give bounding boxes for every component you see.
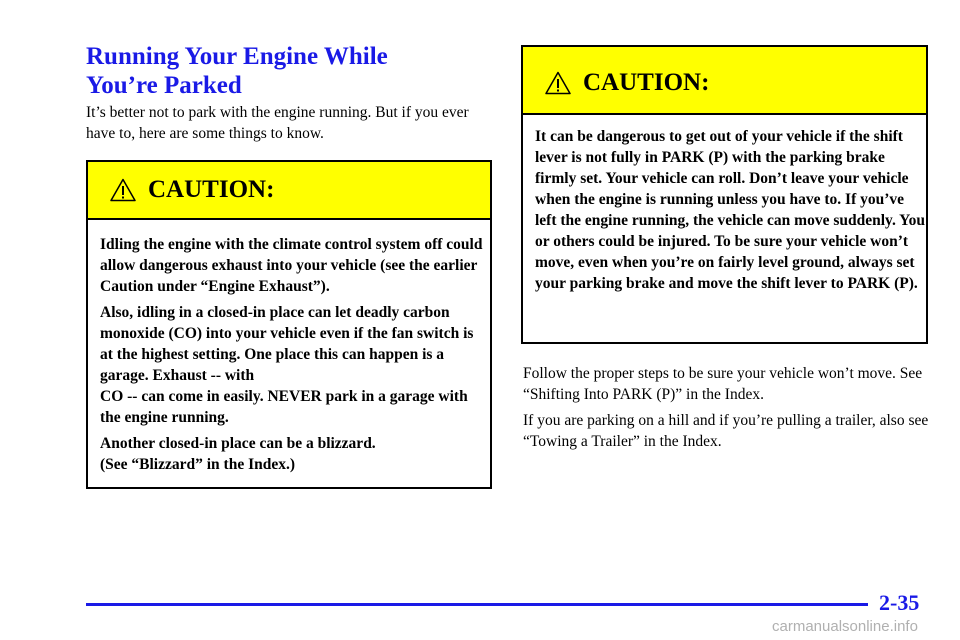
body-paragraph-shifting: Follow the proper steps to be sure your vehicle won’t move. See “Shifting Into PARK (P)” in the Index. (523, 365, 923, 403)
section-heading (86, 42, 388, 100)
caution-paragraph: It can be dangerous to get out of your vehicle if the shift lever is not fully in PARK (P) with the parking brake firmly set. Your vehicle can roll. Don’t leave your vehicle when the engine is running unless you have to. If you’ve left the engine running, the vehicle can move suddenly. You or others could be injured. To be sure your vehicle won’t move, even when you’re on fairly level ground, always set your parking brake and move the shift lever to PARK (P). (535, 128, 925, 292)
caution-paragraph: Also, idling in a closed-in place can let deadly carbon monoxide (CO) into your vehicle even if the fan switch is at the highest setting. One place this can happen is a garage. Exhaust -- with CO -- can come in easily. NEVER park in a garage with the engine running. (100, 304, 474, 426)
section-heading-line-2: You’re Parked (86, 72, 242, 99)
warning-triangle-icon (545, 71, 571, 95)
intro-paragraph: It’s better not to park with the engine running. But if you ever have to, here are some things to know. (86, 104, 469, 142)
caution-body (523, 115, 926, 294)
caution-title: CAUTION: (583, 69, 710, 96)
caution-box-engine-idling (86, 160, 492, 489)
caution-paragraph: Idling the engine with the climate control system off could allow dangerous exhaust into your vehicle (see the earlier Caution under “Engine Exhaust”). (100, 236, 483, 295)
caution-body (88, 220, 490, 475)
body-paragraph-towing: If you are parking on a hill and if you’re pulling a trailer, also see “Towing a Trailer” in the Index. (523, 412, 929, 450)
caution-header (88, 162, 490, 220)
watermark: carmanualsonline.info (772, 618, 918, 635)
caution-header (523, 47, 926, 115)
footer-rule (86, 603, 868, 606)
caution-paragraph: Another closed-in place can be a blizzard. (See “Blizzard” in the Index.) (100, 435, 376, 473)
section-heading-line-1: Running Your Engine While (86, 43, 388, 70)
warning-triangle-icon (110, 178, 136, 202)
caution-title: CAUTION: (148, 176, 275, 203)
page-number: 2-35 (879, 590, 920, 615)
caution-box-vehicle-roll (521, 45, 928, 344)
